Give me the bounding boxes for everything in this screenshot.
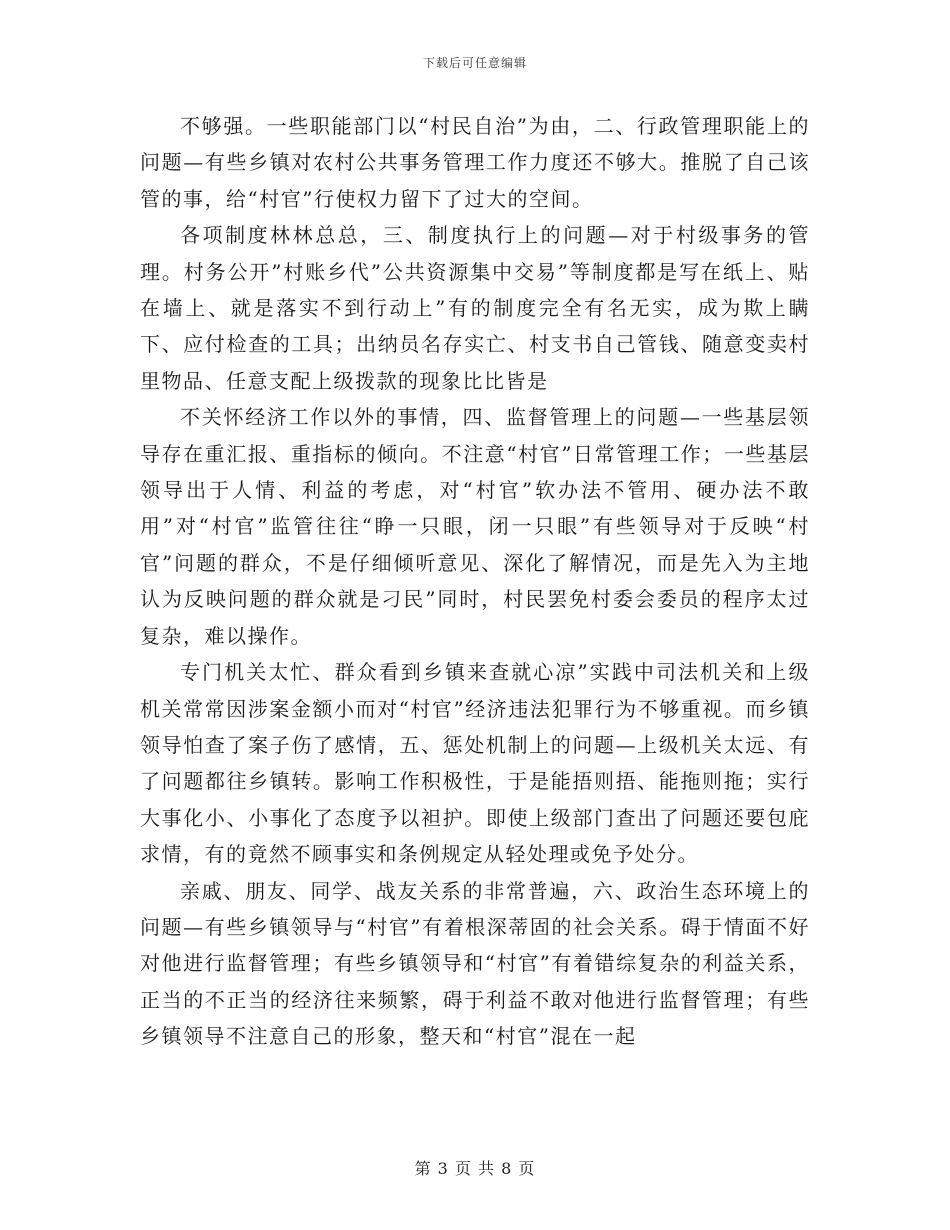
paragraph-1: 不够强。一些职能部门以“村民自治”为由，二、行政管理职能上的问题—有些乡镇对农村公共事务管理工作力度还不够大。推脱了自己该管的事，给“村官”行使权力留下了过大的空间。 (140, 114, 810, 211)
footer-page-number: 3 (437, 1159, 449, 1178)
footer-middle: 页 共 (454, 1159, 496, 1178)
document-body (140, 108, 810, 1055)
paragraph-2: 各项制度林林总总，三、制度执行上的问题—对于村级事务的管理。村务公开”村账乡代”公共资源集中交易”等制度都是写在纸上、贴在墙上、就是落实不到行动上”有的制度完全有名无实，成为欺上瞒下、应付检查的工具；出纳员名存实亡、村支书自己管钱、随意变卖村里物品、任意支配上级拨款的现象比比皆是 (140, 223, 810, 393)
paragraph-5: 亲戚、朋友、同学、战友关系的非常普遍，六、政治生态环境上的问题—有些乡镇领导与“村官”有着根深蒂固的社会关系。碍于情面不好对他进行监督管理；有些乡镇领导和“村官”有着错综复杂的利益关系，正当的不正当的经济往来频繁，碍于利益不敢对他进行监督管理；有些乡镇领导不注意自己的形象，整天和“村官”混在一起 (140, 878, 810, 1049)
paragraph-4: 专门机关太忙、群众看到乡镇来查就心凉”实践中司法机关和上级机关常常因涉案金额小而对“村官”经济违法犯罪行为不够重视。而乡镇领导怕查了案子伤了感情，五、惩处机制上的问题—上级机关太远、有了问题都往乡镇转。影响工作积极性，于是能捂则捂、能拖则拖；实行大事化小、小事化了态度予以袒护。即使上级部门查出了问题还要包庇求情，有的竟然不顾事实和条例规定从轻处理或免予处分。 (140, 660, 810, 867)
footer-suffix: 页 (518, 1159, 536, 1178)
paragraph-3: 不关怀经济工作以外的事情，四、监督管理上的问题—一些基层领导存在重汇报、重指标的倾向。不注意“村官”日常管理工作；一些基层领导出于人情、利益的考虑，对“村官”软办法不管用、硬办法不敢用”对“村官”监管往往“睁一只眼，闭一只眼”有些领导对于反映“村官”问题的群众，不是仔细倾听意见、深化了解情况，而是先入为主地认为反映问题的群众就是刁民”同时，村民罢免村委会委员的程序太过复杂，难以操作。 (140, 405, 810, 648)
page-header: 下载后可任意编辑 (422, 56, 527, 70)
footer-total-pages: 8 (501, 1159, 513, 1178)
page-footer (0, 1156, 950, 1179)
footer-prefix: 第 (414, 1159, 432, 1178)
